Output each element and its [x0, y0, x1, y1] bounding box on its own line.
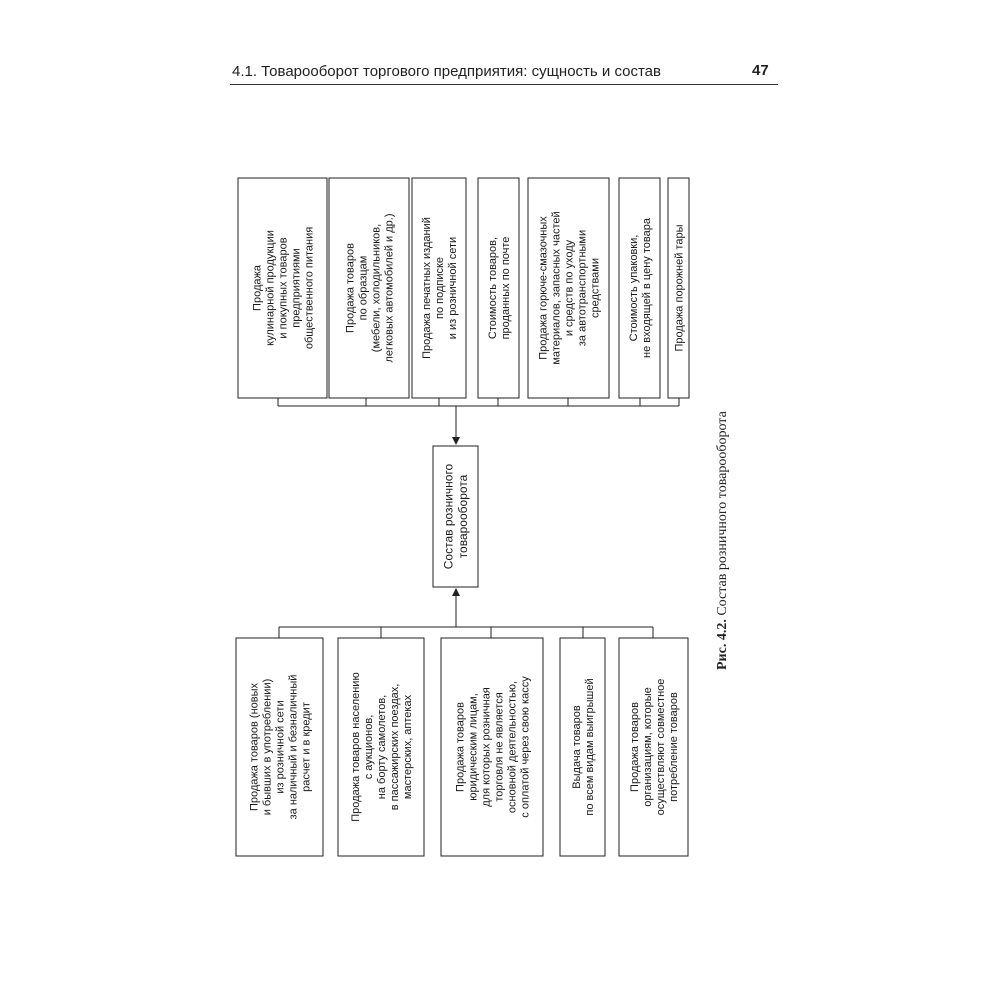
- top-box-5-text: Продажа горюче-смазочныхматериалов, запасных частейи средств по уходуза автотранспортнымисредствами: [537, 211, 602, 365]
- top-box-6-text: Стоимость упаковки,не входящей в цену товара: [627, 218, 653, 358]
- top-box-2: [329, 178, 409, 398]
- center-box: [433, 446, 478, 587]
- bottom-box-3: [441, 638, 543, 856]
- bottom-boxes: [236, 638, 688, 856]
- top-box-1-text: Продажакулинарной продукциии покупных товаровпредприятиямиобщественного питания: [251, 226, 316, 350]
- center-node: [433, 446, 478, 587]
- bottom-box-4: [560, 638, 605, 856]
- bottom-box-2: [338, 638, 424, 856]
- top-box-6: [619, 178, 660, 398]
- caption-text: Состав розничного товарооборота: [715, 411, 730, 616]
- bottom-box-1: [236, 638, 323, 856]
- top-box-4: [478, 178, 519, 398]
- top-box-7-text: Продажа порожней тары: [673, 224, 686, 352]
- bottom-box-1-text: Продажа товаров (новыхи бывших в употреблении)из розничной сетиза наличный и безналичныйрасчет и в кредит: [248, 674, 313, 820]
- bottom-box-5-text: Продажа товароворганизациям, которыеосуществляют совместноепотребление товаров: [628, 678, 680, 816]
- top-box-2-text: Продажа товаровпо образцам(мебели, холодильников,легковых автомобилей и др.): [344, 213, 396, 363]
- running-header-title: 4.1. Товарооборот торгового предприятия: сущность и состав: [232, 63, 661, 80]
- top-box-5: [528, 178, 609, 398]
- bottom-box-2-text: Продажа товаров населениюс аукционов,на борту самолетов,в пассажирских поездах,мастерских, аптеках: [349, 672, 414, 822]
- bottom-box-5: [619, 638, 688, 856]
- top-box-3: [412, 178, 466, 398]
- top-box-3-text: Продажа печатных изданийпо подпискеи из розничной сети: [420, 217, 459, 359]
- top-box-1: [238, 178, 327, 398]
- bottom-box-3-text: Продажа товаровюридическим лицам,для которых розничнаяторговля не являетсяосновной деятельностью,с оплатой через свою кассу: [454, 676, 532, 818]
- page-number: 47: [752, 62, 769, 79]
- caption-label: Рис. 4.2.: [715, 619, 730, 670]
- bottom-box-4-text: Выдача товаровпо всем видам выигрышей: [570, 678, 596, 816]
- center-box-text: Состав розничноготоварооборота: [441, 463, 470, 570]
- top-box-7: [668, 178, 689, 398]
- top-box-4-text: Стоимость товаров,проданных по почте: [486, 236, 512, 340]
- top-boxes: [238, 178, 689, 398]
